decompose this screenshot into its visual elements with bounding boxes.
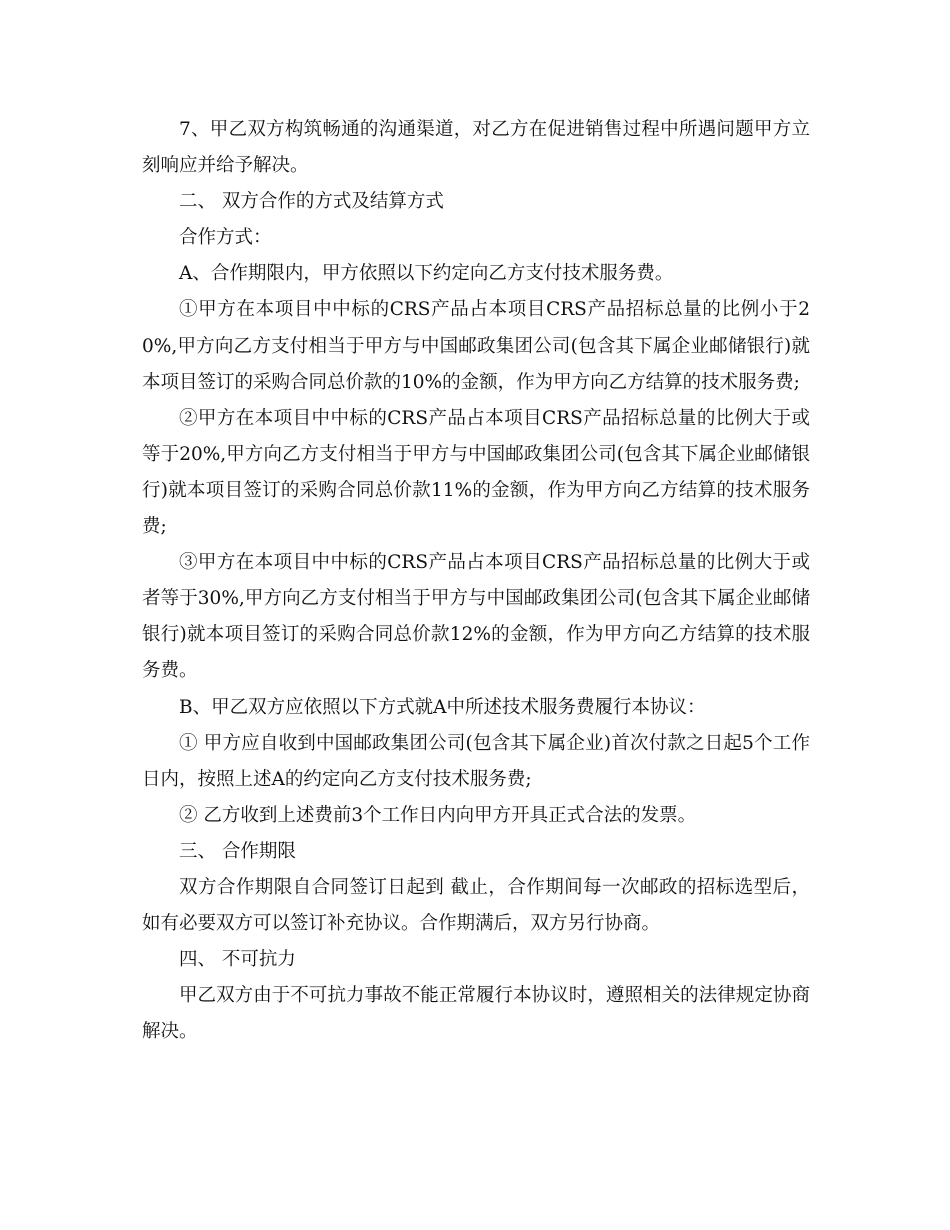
document-body (142, 112, 810, 1050)
section-heading-term: 三、 合作期限 (179, 840, 296, 862)
subheading-cooperation-mode: 合作方式： (179, 227, 272, 249)
fee-rule-30-percent-or-more: ③甲方在本项目中中标的CRS产品占本项目CRS产品招标总量的比例大于或者等于30%,甲方向乙方支付相当于甲方与中国邮政集团公司(包含其下属企业邮储银行)就本项目签订的采购合同总价款12%的金额，作为甲方向乙方结算的技术服务费。 (142, 552, 810, 682)
fee-rule-20-percent-or-more: ②甲方在本项目中中标的CRS产品占本项目CRS产品招标总量的比例大于或等于20%,甲方向乙方支付相当于甲方与中国邮政集团公司(包含其下属企业邮储银行)就本项目签订的采购合同总价款11%的金额，作为甲方向乙方结算的技术服务费; (142, 407, 810, 538)
clause-7-communication: 7、甲乙双方构筑畅通的沟通渠道，对乙方在促进销售过程中所遇问题甲方立刻响应并给予解决。 (142, 119, 810, 177)
force-majeure-description: 甲乙双方由于不可抗力事故不能正常履行本协议时，遵照相关的法律规定协商解决。 (142, 985, 810, 1043)
clause-a-service-fee: A、合作期限内，甲方依照以下约定向乙方支付技术服务费。 (179, 263, 674, 285)
term-description: 双方合作期限自合同签订日起到 截止，合作期间每一次邮政的招标选型后，如有必要双方可以签订补充协议。合作期满后，双方另行协商。 (142, 876, 810, 935)
fulfillment-step-1: ① 甲方应自收到中国邮政集团公司(包含其下属企业)首次付款之日起5个工作日内，按照上述A的约定向乙方支付技术服务费; (142, 732, 810, 790)
section-heading-force-majeure: 四、 不可抗力 (179, 949, 296, 971)
clause-b-fulfillment: B、甲乙双方应依照以下方式就A中所述技术服务费履行本协议： (179, 696, 706, 718)
fee-rule-under-20-percent: ①甲方在本项目中中标的CRS产品占本项目CRS产品招标总量的比例小于20%,甲方向乙方支付相当于甲方与中国邮政集团公司(包含其下属企业邮储银行)就本项目签订的采购合同总价款的10%的金额，作为甲方向乙方结算的技术服务费; (142, 299, 810, 393)
section-heading-cooperation-settlement: 二、 双方合作的方式及结算方式 (179, 191, 444, 213)
fulfillment-step-2: ② 乙方收到上述费前3个工作日内向甲方开具正式合法的发票。 (179, 804, 697, 826)
